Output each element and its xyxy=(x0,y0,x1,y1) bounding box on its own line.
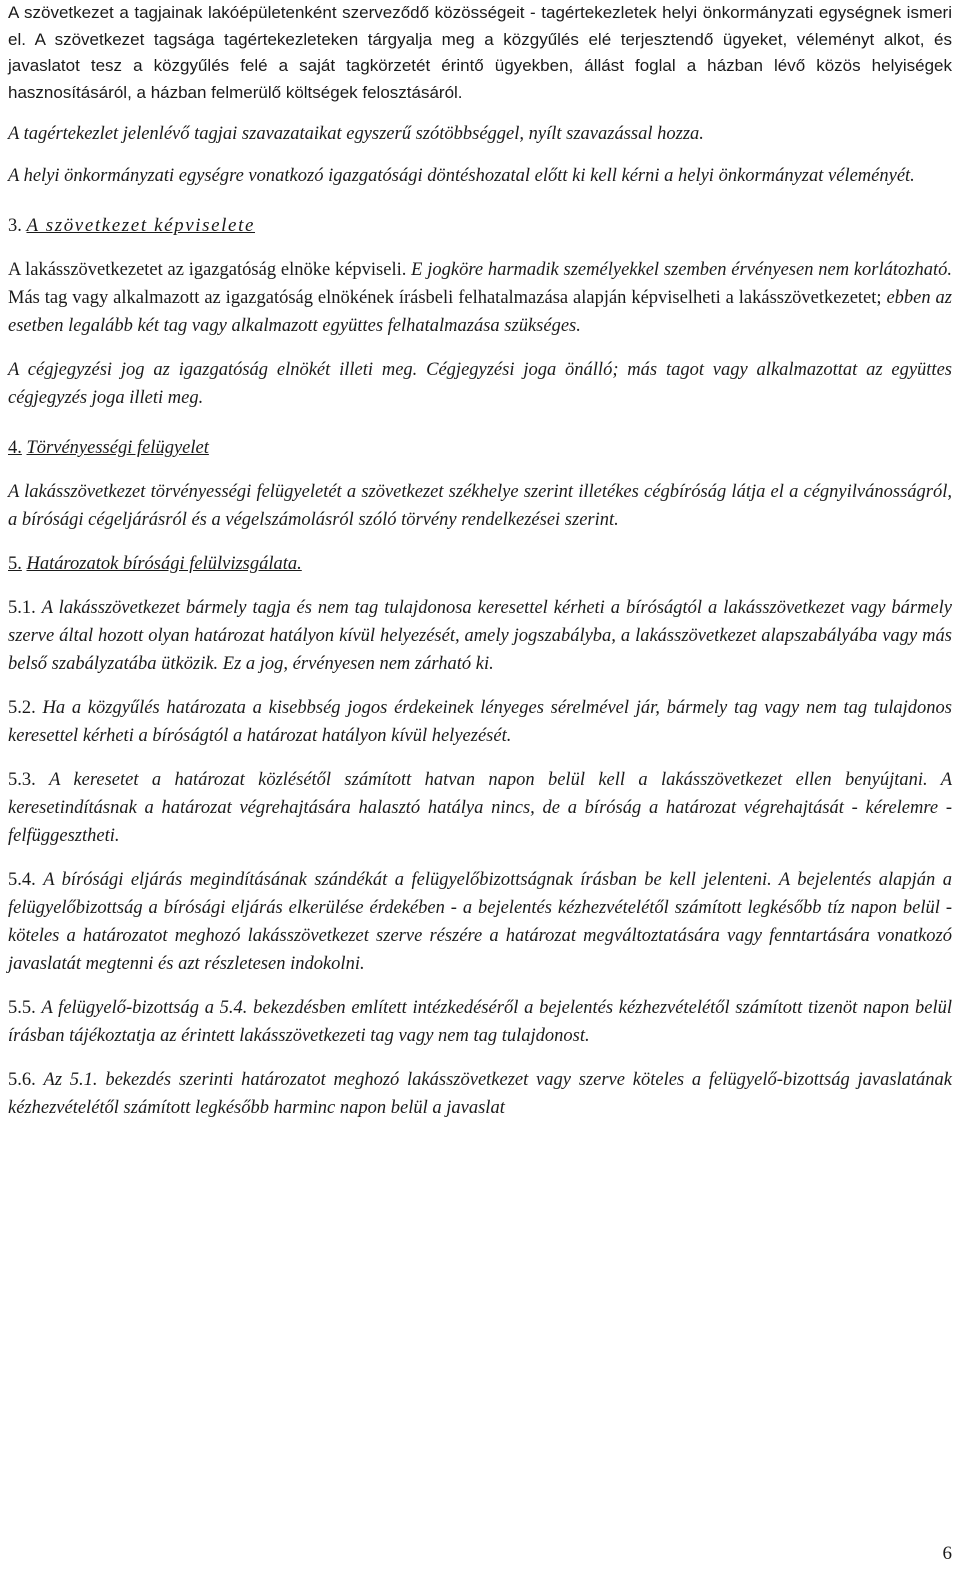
section-3-heading xyxy=(8,212,952,240)
section-4-heading xyxy=(8,434,952,462)
intro-paragraph-2-text: A tagértekezlet jelenlévő tagjai szavazataikat egyszerű szótöbbséggel, nyílt szavazással hozza. xyxy=(8,124,704,144)
item-text: A bírósági eljárás megindításának szándékát a felügyelőbizottságnak írásban be kell jelenteni. A bejelentés alapján a felügyelőbizottság a bírósági eljárás elkerülése érdekében - a bejelentés kézhezvételétől számított legkésőbb tíz napon belül - köteles a határozatot meghozó lakásszövetkezet szerve részére a határozat megváltoztatására vagy fenntartására vonatkozó javaslatát megtenni és azt részletesen indokolni. xyxy=(8,870,952,974)
intro-paragraph-1: A szövetkezet a tagjainak lakóépületenként szerveződő közösségeit - tagértekezletek helyi önkormányzati egységnek ismeri el. A szövetkezet tagsága tagértekezleteken tárgyalja meg a közgyűlés elé terjesztendő ügyeket, véleményt alkot, és javaslatot tesz a közgyűlés felé a saját tagkörzetét érintő ügyekben, állást foglal a házban lévő közös helyiségek hasznosításáról, a házban felmerülő költségek felosztásáról. xyxy=(8,3,952,102)
section-3-p1-d: ebben az esetben legalább két tag vagy alkalmazott együttes felhatalmazása szükséges. xyxy=(8,288,952,336)
section-4-title: Törvényességi felügyelet xyxy=(26,438,209,458)
section-4-paragraph-1 xyxy=(8,478,952,534)
item-number: 5.2. xyxy=(8,698,36,718)
item-text: Ha a közgyűlés határozata a kisebbség jogos érdekeinek lényeges sérelmével jár, bármely tag vagy nem tag tulajdonos keresettel kérheti a bíróságtól a határozat hatályon kívül helyezését. xyxy=(8,698,953,746)
section-5-items xyxy=(8,594,952,1122)
section-5-item xyxy=(8,766,952,850)
section-5-item xyxy=(8,594,952,678)
section-3-p1-b: E jogköre harmadik személyekkel szemben érvényesen nem korlátozható. xyxy=(411,260,952,280)
section-5-item xyxy=(8,1066,952,1122)
section-3-paragraph-1 xyxy=(8,256,952,340)
section-3-p1-a: A lakásszövetkezetet az igazgatóság elnöke képviseli. xyxy=(8,260,407,280)
intro-paragraph-2 xyxy=(8,120,952,148)
section-5-item xyxy=(8,866,952,978)
section-5-item xyxy=(8,994,952,1050)
item-text: A felügyelő-bizottság a 5.4. bekezdésben említett intézkedéséről a bejelentés kézhezvételétől számított tizenöt napon belül írásban tájékoztatja az érintett lakásszövetkezeti tag vagy nem tag tulajdonost. xyxy=(8,998,952,1046)
item-number: 5.6. xyxy=(8,1070,36,1090)
document-page xyxy=(8,0,952,1122)
section-5-number: 5. xyxy=(8,554,22,574)
section-4-number: 4. xyxy=(8,438,22,458)
section-3-p2-a: A cégjegyzési jog az igazgatóság elnökét illeti meg. xyxy=(8,360,418,380)
section-3-number: 3. xyxy=(8,216,22,236)
item-number: 5.3. xyxy=(8,770,36,790)
item-text: A lakásszövetkezet bármely tagja és nem tag tulajdonosa keresettel kérheti a bíróságtól a lakásszövetkezet vagy bármely szerve által hozott olyan határozat hatályon kívül helyezését, amely jogszabályba, a lakásszövetkezet alapszabályába vagy más belső szabályzatába ütközik. Ez a jog, érvényesen nem zárható ki. xyxy=(8,598,952,674)
section-5-item xyxy=(8,694,952,750)
intro-paragraph-3-text: A helyi önkormányzati egységre vonatkozó igazgatósági döntéshozatal előtt ki kell kérni a helyi önkormányzat véleményét. xyxy=(8,166,915,186)
section-3-p1-c: Más tag vagy alkalmazott az igazgatóság elnökének írásbeli felhatalmazása alapján képviselheti a lakásszövetkezetet; xyxy=(8,288,882,308)
section-5-title: Határozatok bírósági felülvizsgálata. xyxy=(26,554,302,574)
intro-paragraph-3 xyxy=(8,162,952,190)
item-number: 5.5. xyxy=(8,998,36,1018)
section-4-p1-text: A lakásszövetkezet törvényességi felügyeletét a szövetkezet székhelye szerint illetékes cégbíróság látja el a cégnyilvánosságról, a bírósági cégeljárásról és a végelszámolásról szóló törvény rendelkezései szerint. xyxy=(8,482,952,530)
section-5-heading xyxy=(8,550,952,578)
item-number: 5.1. xyxy=(8,598,36,618)
section-3-p2-b: Cégjegyzési joga önálló; más tagot vagy alkalmazottat az együttes cégjegyzés joga illeti meg. xyxy=(8,360,952,408)
item-text: A keresetet a határozat közlésétől számított hatvan napon belül kell a lakásszövetkezet ellen benyújtani. A keresetindításnak a határozat végrehajtására halasztó hatálya nincs, de a bíróság a határozat végrehajtását - kérelemre - felfüggesztheti. xyxy=(8,770,952,846)
item-text: Az 5.1. bekezdés szerinti határozatot meghozó lakásszövetkezet vagy szerve köteles a felügyelő-bizottság javaslatának kézhezvételétől számított legkésőbb harminc napon belül a javaslat xyxy=(8,1070,953,1118)
section-3-title: A szövetkezet képviselete xyxy=(26,215,255,236)
item-number: 5.4. xyxy=(8,870,36,890)
section-3-paragraph-2 xyxy=(8,356,952,412)
page-number: 6 xyxy=(942,1543,952,1564)
